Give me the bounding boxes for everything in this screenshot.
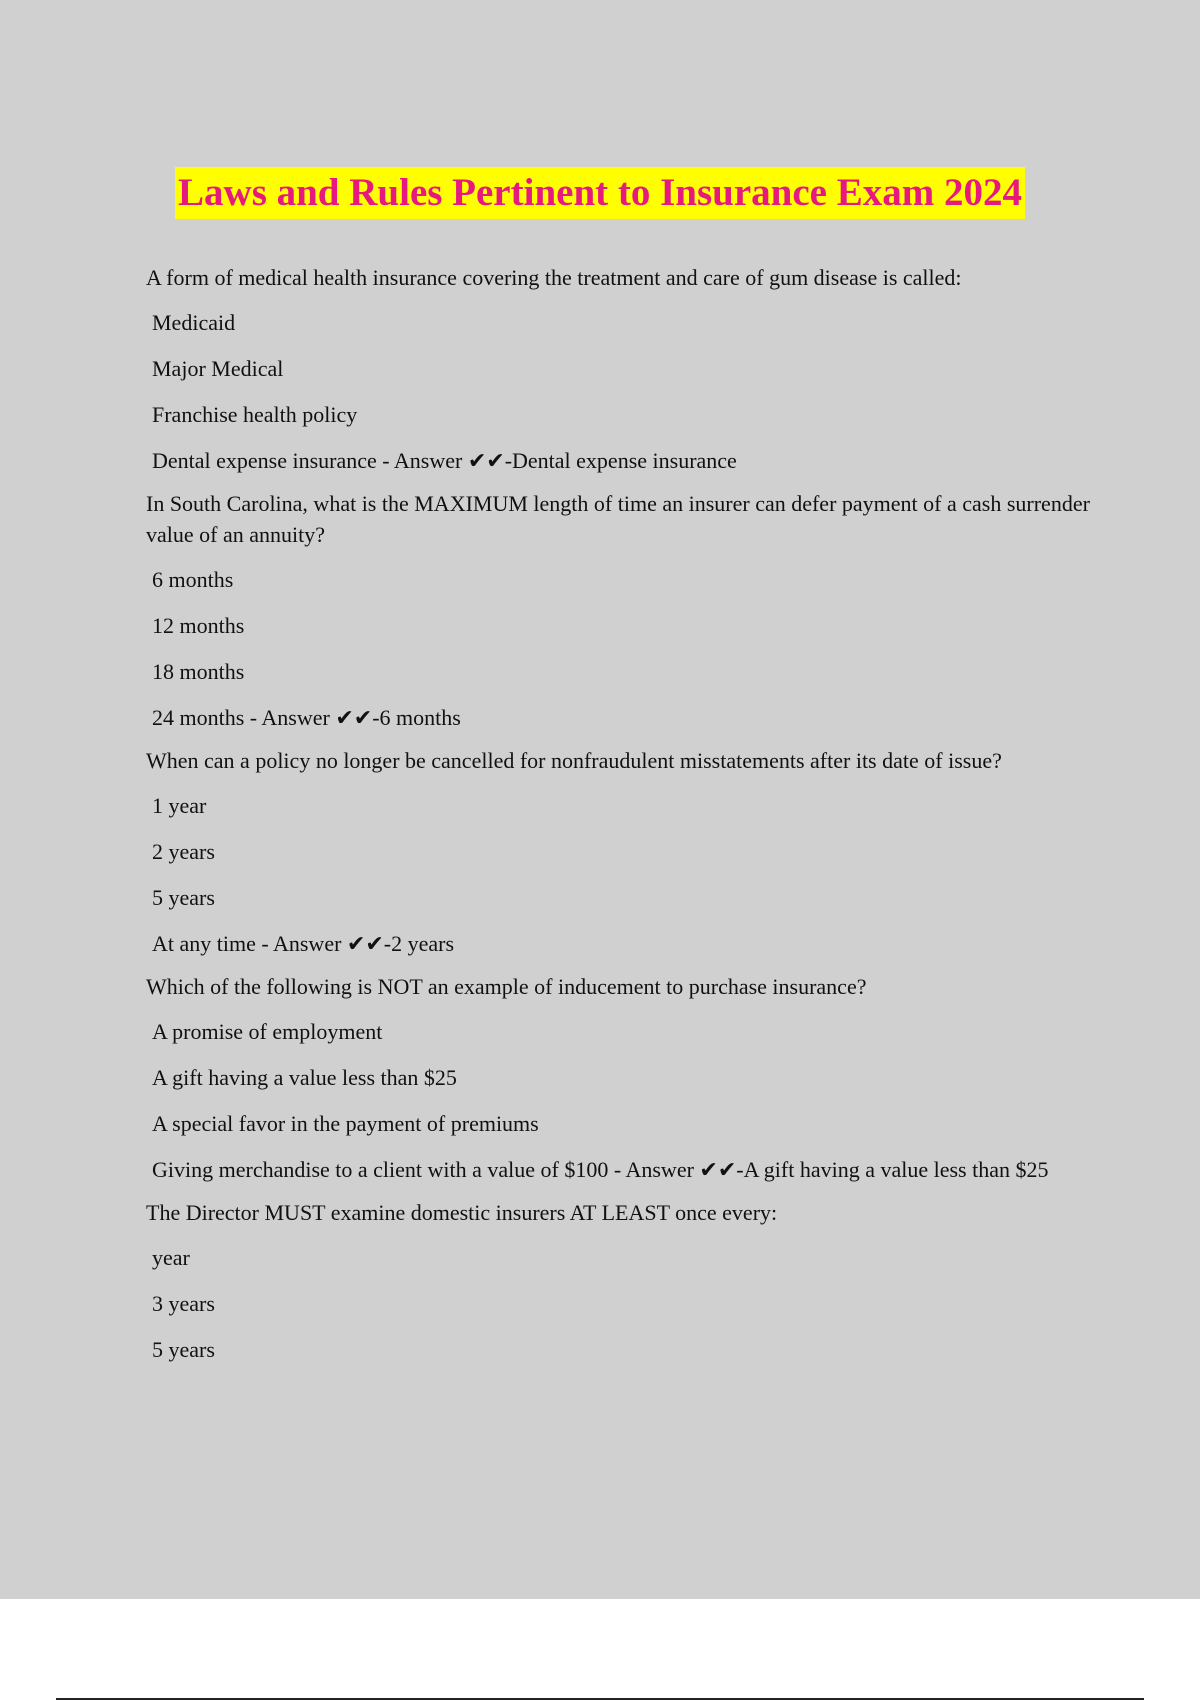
answer-option: 6 months bbox=[152, 567, 234, 592]
answer-option: 5 years bbox=[152, 1337, 215, 1362]
answer-line: 24 months - Answer ✔✔-6 months bbox=[152, 705, 461, 730]
answer-option: 18 months bbox=[152, 659, 245, 684]
answer-option: A promise of employment bbox=[152, 1019, 383, 1044]
title-wrap bbox=[0, 167, 1200, 219]
answer-option: Major Medical bbox=[152, 356, 284, 381]
question-text: When can a policy no longer be cancelled for nonfraudulent misstatements after its date of issue? bbox=[146, 748, 1002, 773]
answer-option: A gift having a value less than $25 bbox=[152, 1065, 457, 1090]
question-list bbox=[146, 262, 1096, 1380]
question-text: A form of medical health insurance covering the treatment and care of gum disease is called: bbox=[146, 265, 962, 290]
document-title: Laws and Rules Pertinent to Insurance Exam 2024 bbox=[175, 167, 1025, 219]
question-text: The Director MUST examine domestic insurers AT LEAST once every: bbox=[146, 1200, 778, 1225]
answer-option: Franchise health policy bbox=[152, 402, 358, 427]
answer-option: year bbox=[152, 1245, 190, 1270]
answer-option: 1 year bbox=[152, 793, 207, 818]
answer-line: At any time - Answer ✔✔-2 years bbox=[152, 931, 455, 956]
question-text: Which of the following is NOT an example of inducement to purchase insurance? bbox=[146, 974, 867, 999]
answer-option: 5 years bbox=[152, 885, 215, 910]
answer-option: 12 months bbox=[152, 613, 245, 638]
answer-line: Dental expense insurance - Answer ✔✔-Dental expense insurance bbox=[152, 448, 737, 473]
answer-option: 3 years bbox=[152, 1291, 215, 1316]
answer-option: A special favor in the payment of premiums bbox=[152, 1111, 539, 1136]
answer-option: Medicaid bbox=[152, 310, 236, 335]
answer-line: Giving merchandise to a client with a value of $100 - Answer ✔✔-A gift having a value less than $25 bbox=[152, 1157, 1049, 1182]
answer-option: 2 years bbox=[152, 839, 215, 864]
question-text: In South Carolina, what is the MAXIMUM length of time an insurer can defer payment of a cash surrender value of an annuity? bbox=[146, 491, 1090, 547]
